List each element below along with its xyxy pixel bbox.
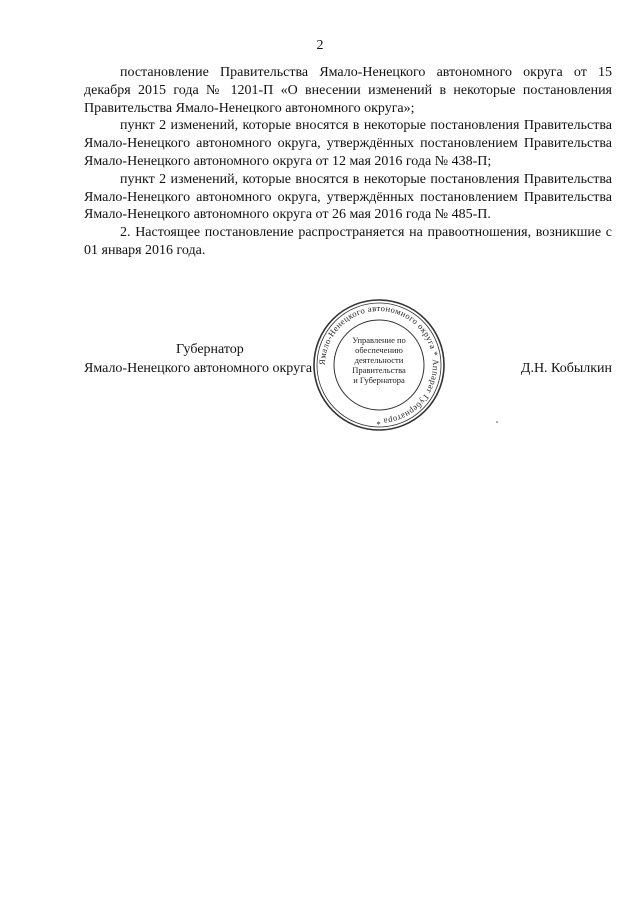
signatory-title: Губернатор [176,342,244,357]
paragraph-2: пункт 2 изменений, которые вносятся в некоторые постановления Правительства Ямало-Ненецкого автономного округа, утверждённых постановлением Правительства Ямало-Ненецкого автономного округа от 12 мая 2016 года № 438-П; [84,118,612,169]
seal-center-line: Правительства [352,365,406,375]
signatory-region: Ямало-Ненецкого автономного округа [84,361,313,376]
seal-ring-text: Ямало-Ненецкого автономного округа * Аппарат Губернатора * [316,302,442,428]
signatory-name: Д.Н. Кобылкин [520,361,612,376]
seal-center-line: и Губернатора [353,375,405,385]
paragraph-3: пункт 2 изменений, которые вносятся в некоторые постановления Правительства Ямало-Ненецкого автономного округа, утверждённых постановлением Правительства Ямало-Ненецкого автономного округа от 26 мая 2016 года № 485-П. [84,171,612,223]
seal-center-line: деятельности [354,355,404,365]
paragraph-4: 2. Настоящее постановление распространяется на правоотношения, возникшие с 01 января 2016 года. [84,225,612,258]
page-number: 2 [316,38,324,53]
seal-center-line: Управление по [352,335,406,345]
paragraph-1: постановление Правительства Ямало-Ненецкого автономного округа от 15 декабря 2015 года № 1201-П «О внесении изменений в некоторые постановления Правительства Ямало-Ненецкого автономного округа»; [84,65,612,116]
seal-center-line: обеспечению [355,345,403,355]
seal-center-text [345,335,413,385]
document-body [84,64,612,260]
scan-speck [496,421,498,423]
